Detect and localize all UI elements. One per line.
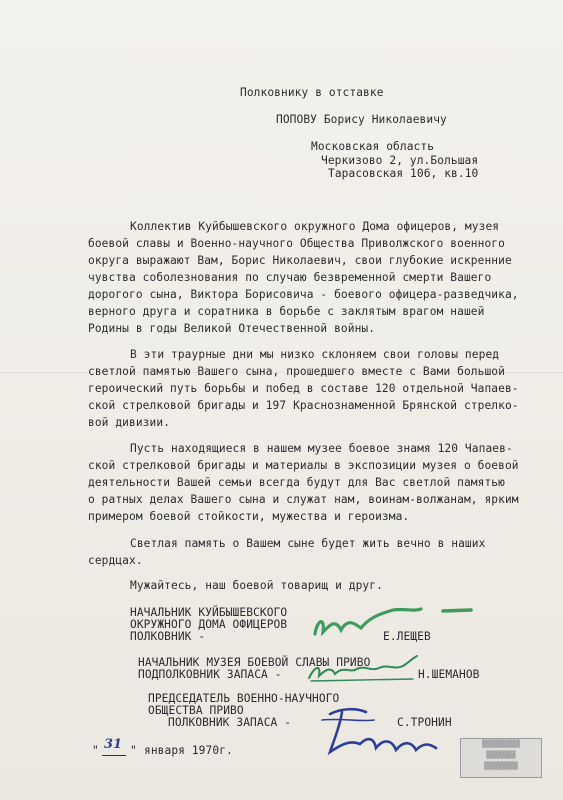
date-rest: января 1970г. — [144, 744, 233, 757]
p4-line-2: сердцах. — [88, 554, 143, 567]
p1-line-6: верного друга и соратника в борьбе с заклятым врагом нашей — [88, 305, 485, 318]
recipient-name: ПОПОВУ Борису Николаевичу — [276, 113, 447, 126]
recipient-region: Московская область — [311, 140, 435, 153]
date-day-underline — [102, 755, 126, 756]
closing-line: Мужайтесь, наш боевой товарищ и друг. — [130, 579, 383, 592]
p1-line-4: чувства соболезнования по случаю безвременной смерти Вашего — [88, 271, 492, 284]
p1-line-5: дорогого сына, Виктора Борисовича - боевого офицера-разведчика, — [88, 288, 519, 301]
sig3-rank: ПОЛКОВНИК ЗАПАСА - — [168, 716, 292, 729]
sig3-name: С.ТРОНИН — [397, 716, 452, 729]
signature-3-autograph — [312, 700, 452, 760]
date-day-handwritten: 31 — [104, 737, 123, 752]
recipient-street-2: Тарасовская 106, кв.10 — [328, 167, 479, 180]
sig1-name: Е.ЛЕЩЕВ — [383, 630, 431, 643]
p2-line-4: ской стрелковой бригады и 197 Краснознаменной Брянской стрелко- — [88, 399, 519, 412]
p2-line-3: героический путь борьбы и побед в составе 120 отдельной Чапаев- — [88, 382, 519, 395]
p3-line-3: деятельности Вашей семьи всегда будут для Вас светлой памятью — [88, 476, 505, 489]
sig2-position: НАЧАЛЬНИК МУЗЕЯ БОЕВОЙ СЛАВЫ ПРИВО — [138, 656, 371, 669]
p2-line-1: В эти траурные дни мы низко склоняем свои головы перед — [130, 348, 500, 361]
p3-line-1: Пусть находящиеся в нашем музее боевое знамя 120 Чапаев- — [130, 442, 513, 455]
signature-1-autograph — [295, 596, 475, 646]
sig1-position-1: НАЧАЛЬНИК КУЙБЫШЕВСКОГО — [130, 606, 288, 619]
p2-line-5: вой дивизии. — [88, 416, 171, 429]
sig3-position-1: ПРЕДСЕДАТЕЛЬ ВОЕННО-НАУЧНОГО — [148, 692, 340, 705]
sig1-position-2: ОКРУЖНОГО ДОМА ОФИЦЕРОВ — [130, 618, 288, 631]
recipient-title: Полковнику в отставке — [240, 86, 384, 99]
p3-line-2: ской стрелковой бригады и материалы в экспозиции музея о боевой — [88, 459, 519, 472]
sig3-position-2: ОБЩЕСТВА ПРИВО — [148, 704, 244, 717]
recipient-street-1: Черкизово 2, ул.Большая — [321, 154, 479, 167]
p3-line-4: о ратных делах Вашего сына и служат нам, воинам-волжанам, ярким — [88, 493, 519, 506]
p1-line-2: боевой славы и Военно-научного Общества Приволжского военного — [88, 237, 505, 250]
signature-2-autograph — [305, 652, 423, 686]
p3-line-5: примером боевой стойкости, мужества и героизма. — [88, 510, 410, 523]
p4-line-1: Светлая память о Вашем сыне будет жить вечно в наших — [130, 537, 486, 550]
p1-line-1: Коллектив Куйбышевского окружного Дома офицеров, музея — [130, 220, 500, 233]
p2-line-2: светлой памятью Вашего сына, прошедшего вместе с Вами большой — [88, 365, 505, 378]
sig1-rank: ПОЛКОВНИК - — [130, 630, 206, 643]
date-open-quote: " — [92, 744, 99, 757]
p1-line-3: округа выражают Вам, Борис Николаевич, свои глубокие искренние — [88, 254, 512, 267]
sig2-rank: ПОДПОЛКОВНИК ЗАПАСА - — [138, 668, 282, 681]
registration-stamp: ▒▒▒▒▒▒▒▒▒ ▒▒▒▒▒▒▒ ▒▒▒▒▒▒▒▒ — [460, 738, 542, 778]
date-close-quote: " — [130, 744, 137, 757]
sig2-name: Н.ШЕМАНОВ — [418, 668, 480, 681]
p1-line-7: Родины в годы Великой Отечественной войны. — [88, 322, 376, 335]
